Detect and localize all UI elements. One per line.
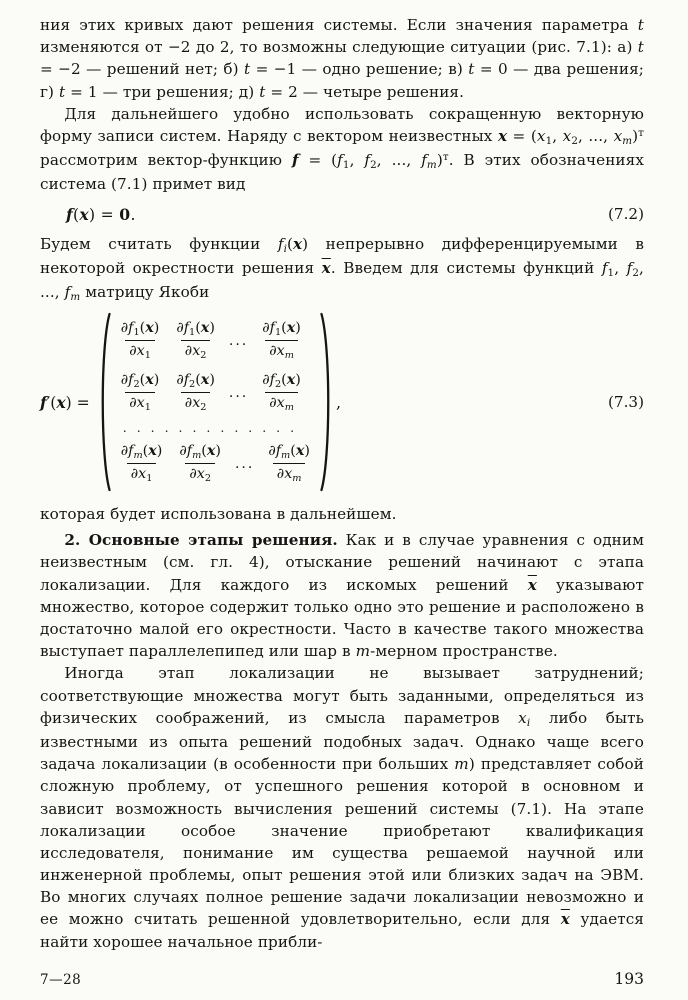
equation-7-3-comma: , [335, 392, 342, 412]
jacobian-lhs: f′(x) = [40, 392, 90, 412]
fraction-denominator: $\partial x_m$ [265, 392, 298, 414]
fraction-denominator: $\partial x_2$ [181, 340, 211, 362]
page-footer [40, 964, 644, 988]
paragraph-vector-form: Для дальнейшего удобно использовать сокращенную векторную форму записи систем. Наряду с вектором неизвестных $x = (x_1$, $x_2$, ..., $x_m)^т$ рассмотрим вектор-функцию $f = (f_1$, $f_2$, ..., $f_m)^т$. В этих обозначениях система (7.1) примет вид [40, 104, 644, 194]
equation-7-2 [40, 205, 644, 224]
fraction-numerator: $\partial f_m(x)$ [268, 443, 310, 461]
fraction-denominator: $\partial x_m$ [273, 463, 306, 485]
fraction-numerator: $\partial f_1(x)$ [262, 320, 301, 338]
equation-7-3 [40, 311, 644, 493]
page-number: 193 [614, 970, 644, 988]
jacobian-matrix [112, 316, 319, 488]
equation-7-2-body: f(x) = 0. [66, 204, 136, 224]
right-paren-icon [319, 311, 334, 493]
fraction-denominator: $\partial x_1$ [125, 340, 155, 362]
left-paren-icon [97, 311, 112, 493]
matrix-row-3 [117, 442, 314, 485]
fraction-numerator: $\partial f_2(x)$ [176, 372, 215, 390]
equation-7-3-tag: (7.3) [607, 393, 644, 412]
matrix-row-1 [117, 319, 305, 362]
matrix-fraction [172, 371, 219, 414]
fraction-numerator: $\partial f_2(x)$ [262, 372, 301, 390]
paragraph-jacobian-intro: Будем считать функции $f_i(x)$ непрерывно дифференцируемыми в некоторой окрестности решения $\overline{x}$. Введем для системы функций $f_1$, $f_2$, ..., $f_m$ матрицу Якоби [40, 234, 644, 303]
paragraph-localization: Иногда этап локализации не вызывает затруднений; соответствующие множества могут быть заданными, определяться из физических соображений, из смысла параметров $x_i$ либо быть известными из опыта решений подобных задач. Однако чаще всего задача локализации (в особенности при больших m) представляет собой сложную проблему, от успешного решения которой в основном и зависит возможность вычисления решений системы (7.1). На этапе локализации особое значение приобретают квалификация исследователя, понимание им существа решаемой научной или инженерной проблемы, опыт решения этой или близких задач на ЭВМ. Во многих случаях полное решение задачи локализации невозможно и ее можно считать решенной удовлетворительно, если для $\overline{x}$ удается найти хорошее начальное прибли- [40, 664, 644, 951]
fraction-denominator: $\partial x_1$ [127, 463, 157, 485]
matrix-dots-row: . . . . . . . . . . . . . [122, 420, 298, 436]
matrix-fraction [172, 319, 219, 362]
fraction-numerator: $\partial f_m(x)$ [179, 443, 221, 461]
matrix-fraction [117, 442, 167, 485]
matrix-fraction [258, 319, 305, 362]
fraction-numerator: $\partial f_1(x)$ [120, 320, 160, 338]
matrix-cdots: ... [228, 332, 249, 349]
matrix-row-2 [117, 371, 305, 414]
fraction-numerator: $\partial f_m(x)$ [120, 443, 163, 461]
fraction-denominator: $\partial x_2$ [181, 392, 211, 414]
fraction-denominator: $\partial x_1$ [125, 392, 155, 414]
matrix-fraction [117, 371, 164, 414]
paragraph-section-2: 2. Основные этапы решения. Как и в случае уравнения с одним неизвестным (см. гл. 4), отыскание решений начинают с этапа локализации. Для каждого из искомых решений $\overline{x}$ указывают множество, которое содержит только одно это решение и расположено в достаточно малой его окрестности. Часто в качестве такого множества выступает параллелепипед или шар в m-мерном пространстве. [40, 531, 645, 661]
equation-7-2-tag: (7.2) [607, 205, 644, 223]
matrix-fraction [264, 442, 314, 485]
paragraph-intro-continuation: ния этих кривых дают решения системы. Если значения параметра t изменяются от −2 до 2, то возможны следующие ситуации (рис. 7.1): а) t = −2 — решений нет; б) t = −1 — одно решение; в) t = 0 — два решения; г) t = 1 — три решения; д) t = 2 — четыре решения. [40, 16, 645, 101]
fraction-denominator: $\partial x_m$ [265, 340, 298, 362]
matrix-fraction [175, 442, 225, 485]
fraction-denominator: $\partial x_2$ [185, 463, 215, 485]
fraction-numerator: $\partial f_2(x)$ [120, 372, 160, 390]
matrix-fraction [117, 319, 164, 362]
fraction-numerator: $\partial f_1(x)$ [176, 320, 215, 338]
matrix-cdots: ... [228, 384, 249, 401]
matrix-fraction [258, 371, 305, 414]
print-signature: 7—28 [40, 972, 82, 988]
paragraph-jacobian-outro: которая будет использована в дальнейшем. [40, 505, 397, 524]
matrix-cdots: ... [234, 455, 255, 472]
